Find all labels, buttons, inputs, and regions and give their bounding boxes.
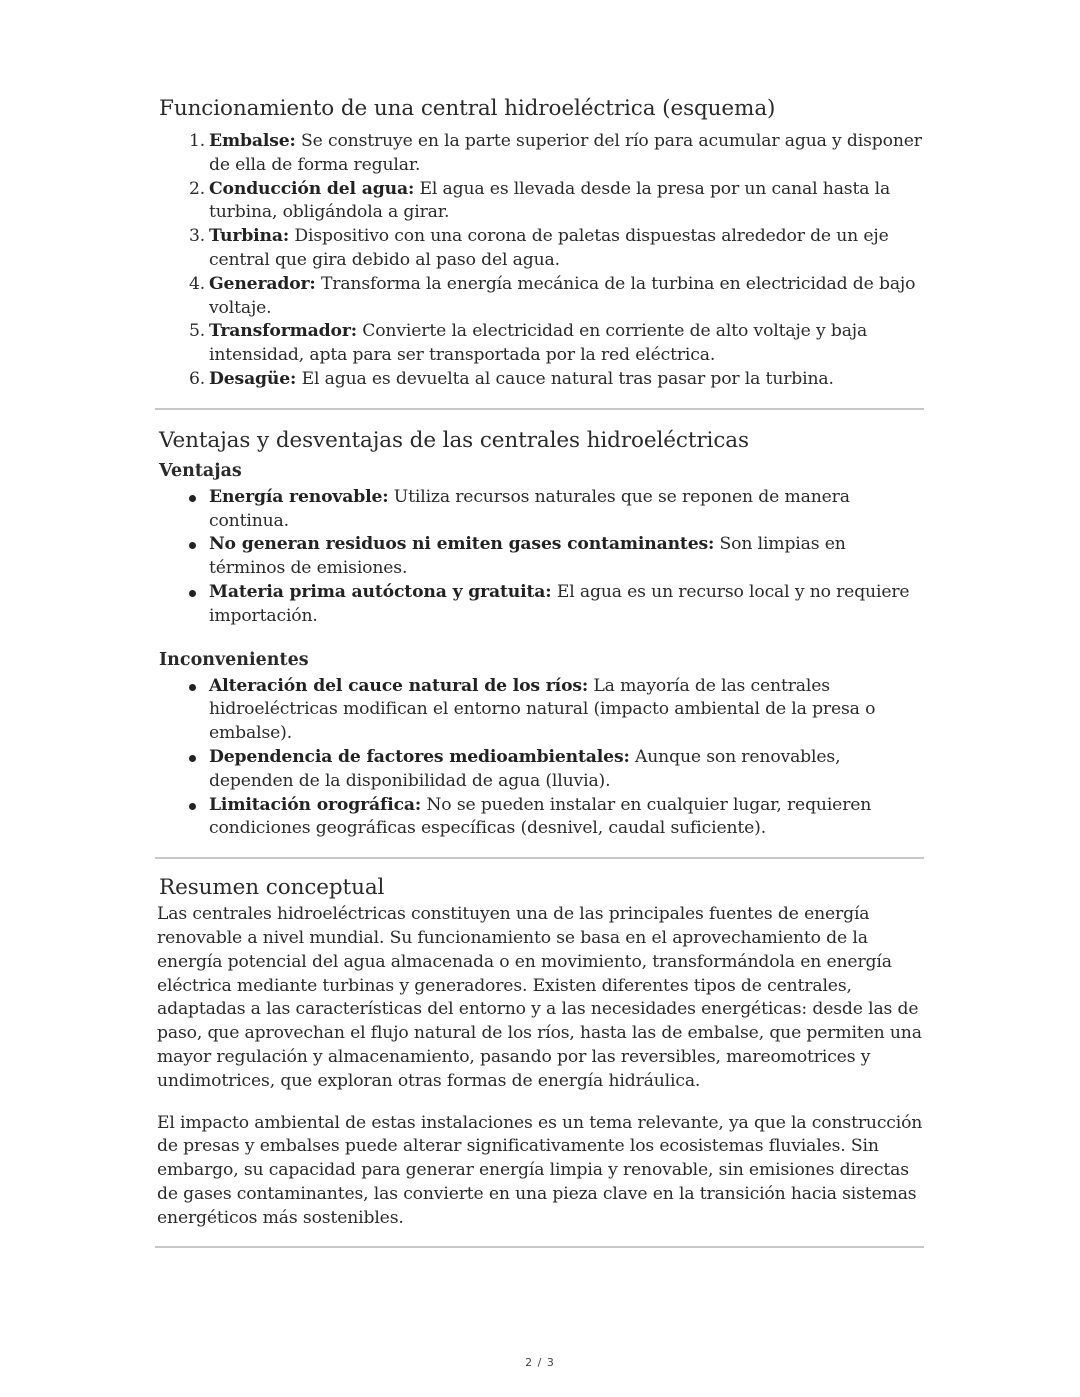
list-term: Energía renovable: (209, 486, 389, 507)
section-funcionamiento (157, 94, 924, 392)
section-divider (155, 857, 924, 859)
bullet-icon (189, 495, 196, 502)
bullet-icon (189, 684, 196, 691)
paragraph: Las centrales hidroeléctricas constituyen una de las principales fuentes de energía renovable a nivel mundial. Su funcionamiento se basa en el aprovechamiento de la energía potencial del agua almacenada o en movimiento, transformándola en energía eléctrica mediante turbinas y generadores. Existen diferentes tipos de centrales, adaptadas a las características del entorno y a las necesidades energéticas: desde las de paso, que aprovechan el flujo natural de los ríos, hasta las de embalse, que permiten una mayor regulación y almacenamiento, pasando por las reversibles, mareomotrices y undimotrices, que exploran otras formas de energía hidráulica. (157, 904, 922, 1091)
list-term: Alteración del cauce natural de los ríos: (209, 675, 589, 696)
list-item (157, 794, 924, 842)
section-title-funcionamiento: Funcionamiento de una central hidroeléctrica (esquema) (159, 96, 776, 121)
list-item (157, 581, 924, 629)
bullet-icon (189, 590, 196, 597)
list-text: Aunque son renovables, dependen de la disponibilidad de agua (lluvia). (209, 746, 841, 791)
list-item (157, 273, 924, 321)
list-item (157, 368, 924, 392)
bullet-icon (189, 755, 196, 762)
list-item (157, 486, 924, 534)
list-item (157, 675, 924, 746)
list-number: 1. (189, 131, 206, 151)
list-text: Se construye en la parte superior del río para acumular agua y disponer de ella de forma regular. (209, 131, 922, 175)
list-number: 6. (189, 368, 206, 389)
list-text: El agua es devuelta al cauce natural tras pasar por la turbina. (296, 368, 834, 389)
list-text: La mayoría de las centrales hidroeléctricas modifican el entorno natural (impacto ambiental de la presa o embalse). (209, 675, 876, 744)
list-item (157, 533, 924, 581)
list-item (157, 225, 924, 273)
bullet-icon (189, 803, 196, 810)
list-term: Conducción del agua: (209, 178, 415, 199)
list-term: Embalse: (209, 131, 296, 151)
section-resumen (157, 873, 924, 1230)
list-number: 2. (189, 178, 206, 199)
list-text: Son limpias en términos de emisiones. (209, 534, 846, 579)
section-divider (155, 408, 924, 410)
list-text: Transforma la energía mecánica de la turbina en electricidad de bajo voltaje. (209, 273, 916, 318)
section-title-resumen: Resumen conceptual (159, 875, 385, 901)
list-term: Desagüe: (209, 368, 297, 389)
list-item (157, 130, 924, 178)
list-term: Dependencia de factores medioambientales: (209, 746, 630, 767)
inconvenientes-list (157, 675, 924, 842)
subsection-title-inconvenientes: Inconvenientes (159, 649, 309, 670)
section-ventajas-desventajas (157, 426, 924, 841)
steps-list (157, 130, 924, 392)
list-term: Generador: (209, 273, 316, 294)
list-term: Materia prima autóctona y gratuita: (209, 581, 552, 602)
subsection-title-ventajas: Ventajas (159, 460, 242, 481)
list-text: Utiliza recursos naturales que se reponen de manera continua. (209, 486, 850, 531)
section-title-ventajas-desventajas: Ventajas y desventajas de las centrales hidroeléctricas (159, 427, 749, 453)
list-number: 3. (189, 226, 206, 247)
list-term: Limitación orográfica: (209, 794, 422, 815)
list-term: Transformador: (209, 321, 357, 342)
list-text: Dispositivo con una corona de paletas dispuestas alrededor de un eje central que gira debido al paso del agua. (209, 226, 889, 270)
list-number: 4. (189, 273, 206, 294)
list-text: El agua es un recurso local y no requiere importación. (209, 581, 910, 626)
list-text: No se pueden instalar en cualquier lugar, requieren condiciones geográficas específicas (desnivel, caudal suficiente). (209, 794, 872, 839)
page-indicator: 2 / 3 (525, 1356, 555, 1369)
document-page (157, 94, 924, 1262)
list-item (157, 320, 924, 368)
bullet-icon (189, 542, 196, 549)
list-item (157, 178, 924, 226)
list-text: Convierte la electricidad en corriente de alto voltaje y baja intensidad, apta para ser transportada por la red eléctrica. (209, 321, 868, 366)
section-divider (155, 1246, 924, 1248)
paragraph: El impacto ambiental de estas instalaciones es un tema relevante, ya que la construcción de presas y embalses puede alterar significativamente los ecosistemas fluviales. Sin embargo, su capacidad para generar energía limpia y renovable, sin emisiones directas de gases contaminantes, las convierte en una pieza clave en la transición hacia sistemas energéticos más sostenibles. (157, 1112, 923, 1228)
list-item (157, 746, 924, 794)
list-term: No generan residuos ni emiten gases contaminantes: (209, 534, 715, 555)
ventajas-list (157, 486, 924, 629)
list-text: El agua es llevada desde la presa por un canal hasta la turbina, obligándola a girar. (209, 178, 891, 223)
list-term: Turbina: (209, 226, 290, 247)
list-number: 5. (189, 321, 206, 342)
